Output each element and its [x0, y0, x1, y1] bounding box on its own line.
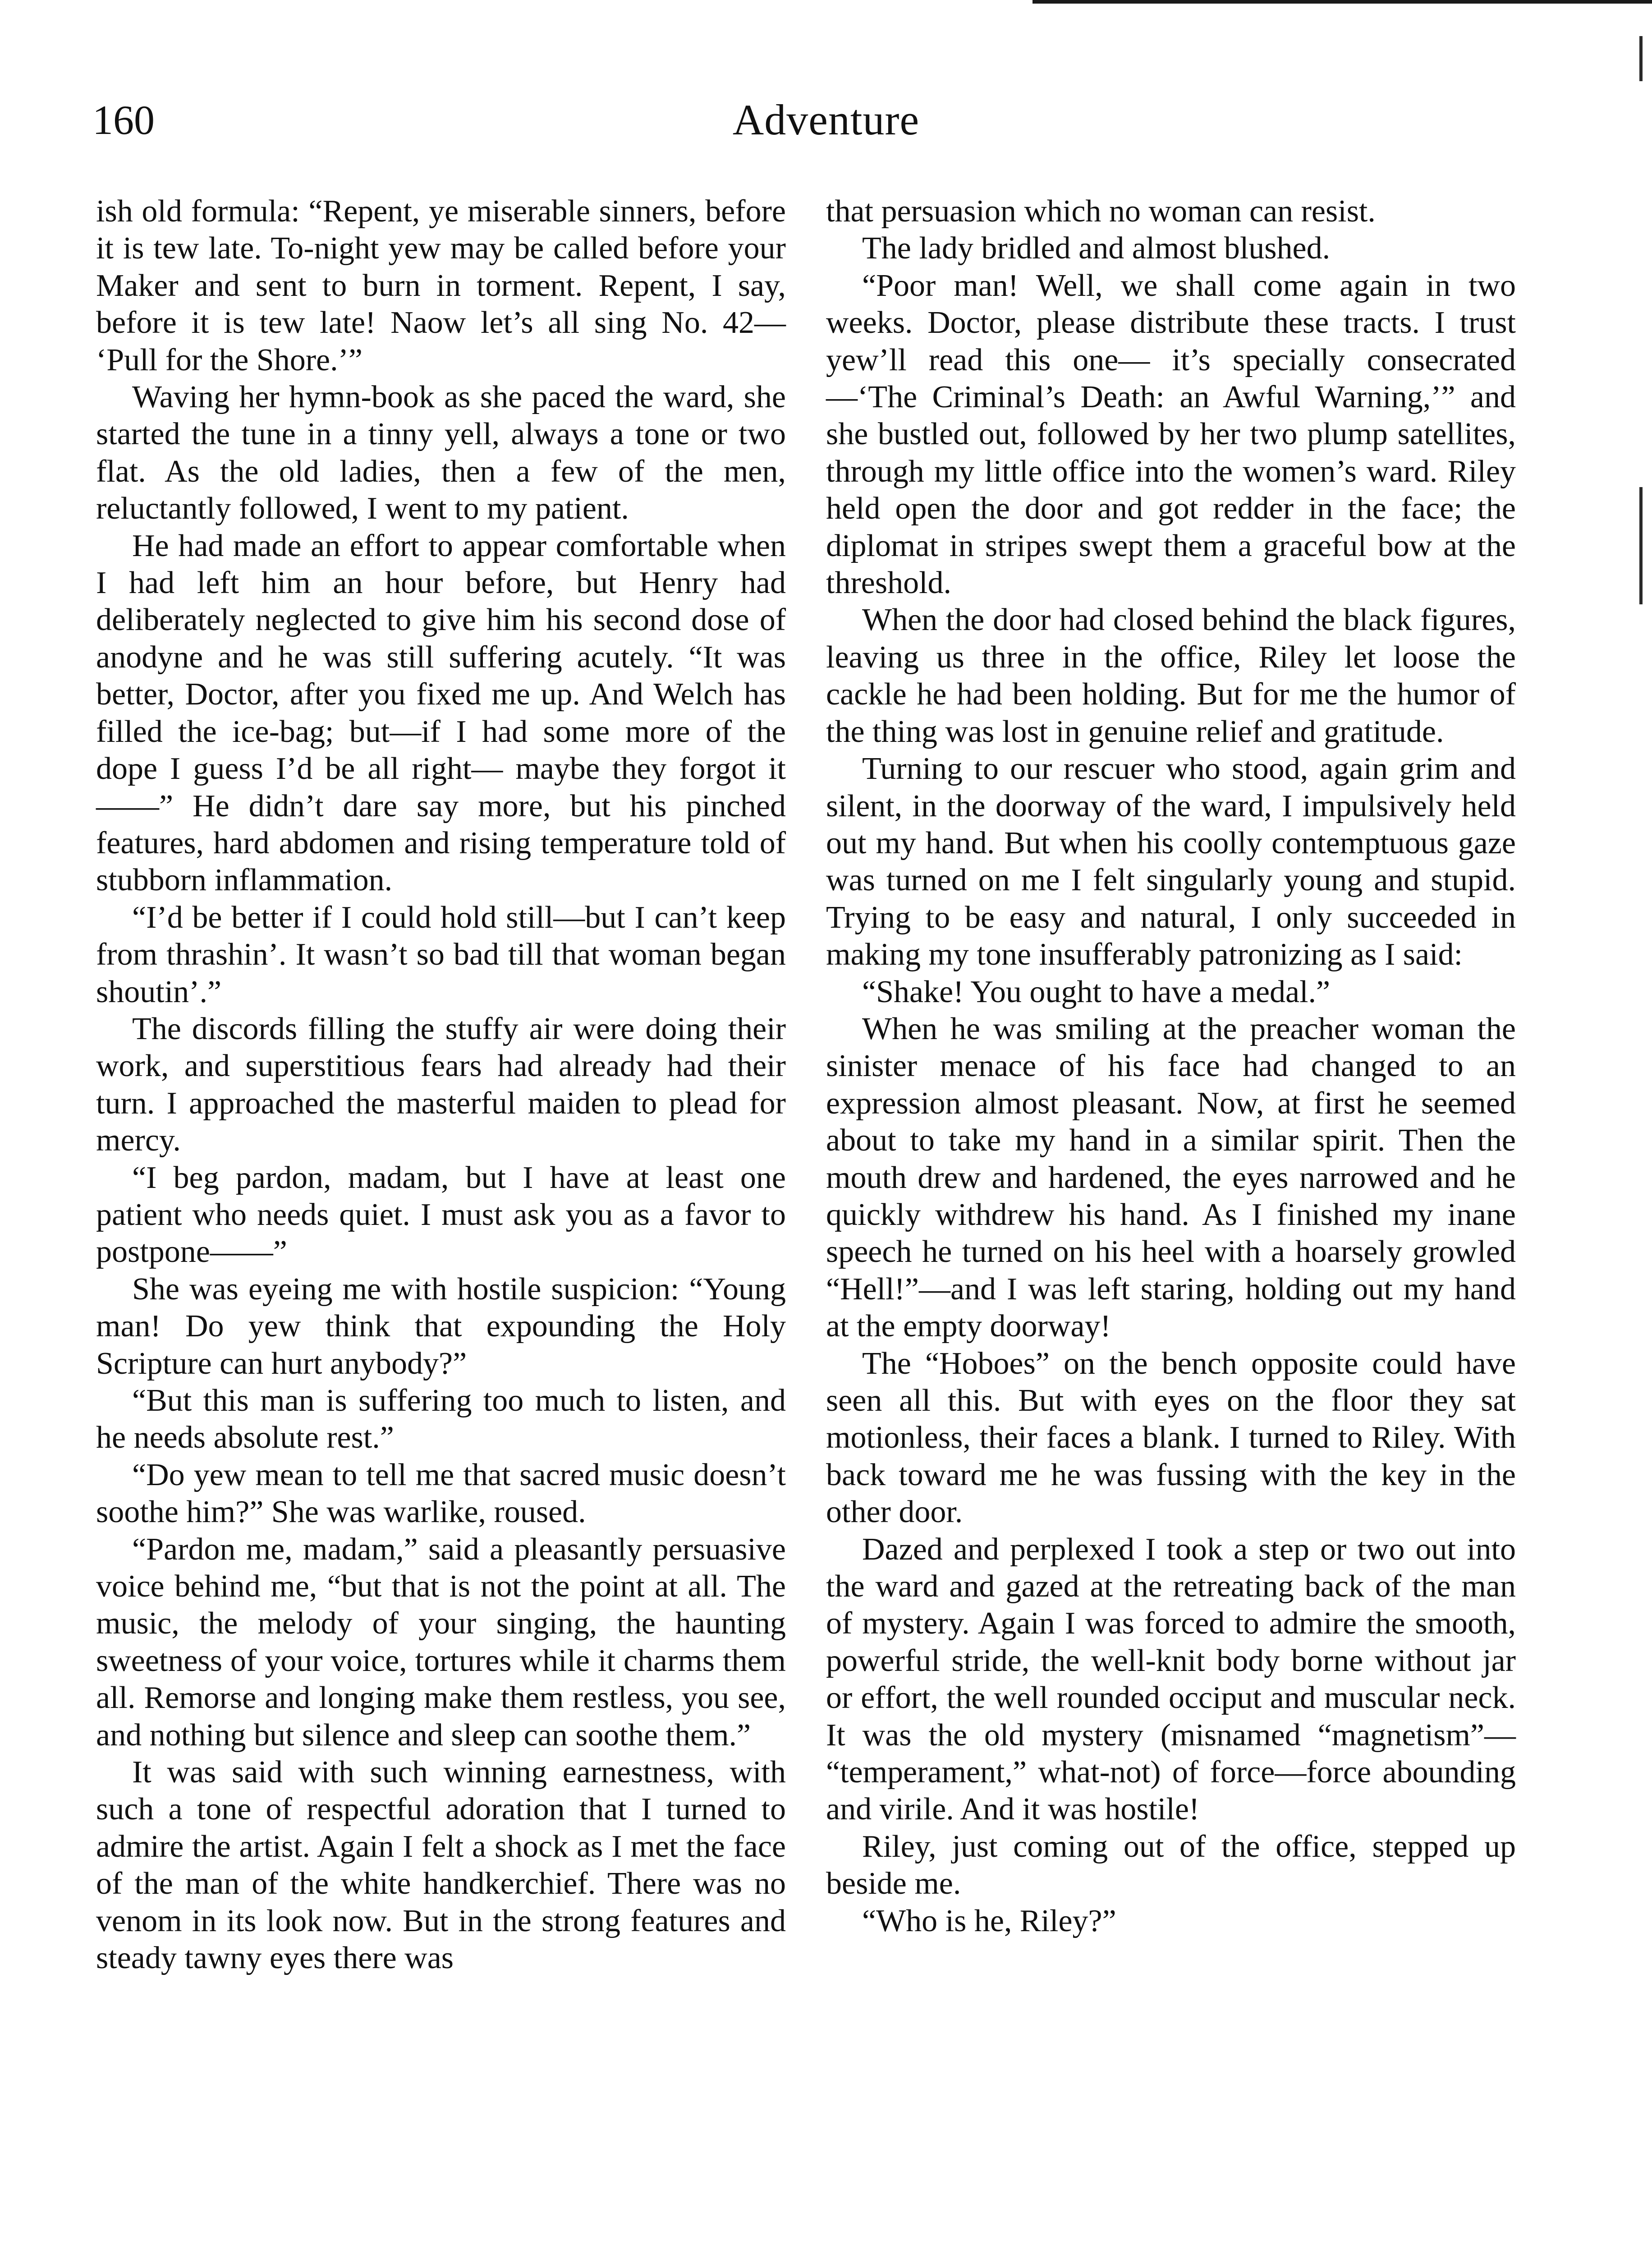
- top-rule: [1032, 0, 1652, 4]
- paragraph: Riley, just coming out of the office, stepped up beside me.: [826, 1829, 1516, 1901]
- paragraph: “But this man is suffering too much to listen, and he needs absolute rest.”: [96, 1383, 786, 1455]
- paragraph: ish old formula: “Repent, ye miserable sinners, before it is tew late. To-night yew may be called before your Maker and sent to burn in torment. Repent, I say, before it is tew late! Naow let’s all sing No. 42— ‘Pull for the Shore.’”: [96, 194, 786, 377]
- paragraph: “Shake! You ought to have a medal.”: [862, 974, 1331, 1009]
- paragraph: “Do yew mean to tell me that sacred music doesn’t soothe him?” She was warlike, roused.: [96, 1457, 786, 1530]
- paragraph: The “Hoboes” on the bench opposite could have seen all this. But with eyes on the floor they sat motionless, their faces a blank. I turned to Riley. With back toward me he was fussing with the key in the other door.: [826, 1346, 1516, 1530]
- paragraph: “I’d be better if I could hold still—but I can’t keep from thrashin’. It wasn’t so bad till that woman began shoutin’.”: [96, 900, 786, 1009]
- paragraph: “Poor man! Well, we shall come again in two weeks. Doctor, please distribute these tracts. I trust yew’ll read this one— it’s specially consecrated—‘The Criminal’s Death: an Awful Warning,’” and she bustled out, followed by her two plump satellites, through my little office into the women’s ward. Riley held open the door and got redder in the face; the diplomat in stripes swept them a graceful bow at the threshold.: [826, 268, 1516, 601]
- paragraph: “Who is he, Riley?”: [862, 1903, 1116, 1938]
- right-column: [826, 193, 1516, 1940]
- paragraph: He had made an effort to appear comfortable when I had left him an hour before, but Henry had deliberately neglected to give him his second dose of anodyne and he was still suffering acutely. “It was better, Doctor, after you fixed me up. And Welch has filled the ice-bag; but—if I had some more of the dope I guess I’d be all right— maybe they forgot it——” He didn’t dare say more, but his pinched features, hard abdomen and rising temperature told of stubborn inflammation.: [96, 528, 786, 898]
- margin-mark: [1639, 487, 1643, 604]
- margin-mark: [1639, 36, 1643, 81]
- paragraph: Waving her hymn-book as she paced the ward, she started the tune in a tinny yell, always a tone or two flat. As the old ladies, then a few of the men, reluctantly followed, I went to my patient.: [96, 380, 786, 526]
- running-title: Adventure: [732, 96, 920, 144]
- paragraph: Turning to our rescuer who stood, again grim and silent, in the doorway of the ward, I impulsively held out my hand. But when his coolly contemptuous gaze was turned on me I felt singularly young and stupid. Trying to be easy and natural, I only succeeded in making my tone insufferably patronizing as I said:: [826, 751, 1516, 972]
- paragraph: Dazed and perplexed I took a step or two out into the ward and gazed at the retreating back of the man of mystery. Again I was forced to admire the smooth, powerful stride, the well-knit body borne without jar or effort, the well rounded occiput and muscular neck. It was the old mystery (misnamed “magnetism”— “temperament,” what-not) of force—force abounding and virile. And it was hostile!: [826, 1532, 1516, 1827]
- paragraph: The discords filling the stuffy air were doing their work, and superstitious fears had already had their turn. I approached the masterful maiden to plead for mercy.: [96, 1011, 786, 1158]
- paragraph: It was said with such winning earnestness, with such a tone of respectful adoration that I turned to admire the artist. Again I felt a shock as I met the face of the man of the white handkerchief. There was no venom in its look now. But in the strong features and steady tawny eyes there was: [96, 1755, 786, 1976]
- paragraph: When the door had closed behind the black figures, leaving us three in the office, Riley let loose the cackle he had been holding. But for me the humor of the thing was lost in genuine relief and gratitude.: [826, 603, 1516, 749]
- paragraph: “Pardon me, madam,” said a pleasantly persuasive voice behind me, “but that is not the point at all. The music, the melody of your singing, the haunting sweetness of your voice, tortures while it charms them all. Remorse and longing make them restless, you see, and nothing but silence and sleep can soothe them.”: [96, 1532, 786, 1753]
- paragraph: “I beg pardon, madam, but I have at least one patient who needs quiet. I must ask you as a favor to postpone——”: [96, 1160, 786, 1270]
- paragraph: She was eyeing me with hostile suspicion: “Young man! Do yew think that expounding the Holy Scripture can hurt anybody?”: [96, 1271, 786, 1381]
- paragraph: that persuasion which no woman can resist.: [826, 194, 1376, 229]
- paragraph: The lady bridled and almost blushed.: [862, 231, 1331, 266]
- page-number: 160: [92, 97, 155, 143]
- paragraph: When he was smiling at the preacher woman the sinister menace of his face had changed to an expression almost pleasant. Now, at first he seemed about to take my hand in a similar spirit. Then the mouth drew and hardened, the eyes narrowed and he quickly withdrew his hand. As I finished my inane speech he turned on his heel with a hoarsely growled “Hell!”—and I was left staring, holding out my hand at the empty doorway!: [826, 1011, 1516, 1344]
- left-column: [96, 193, 786, 1977]
